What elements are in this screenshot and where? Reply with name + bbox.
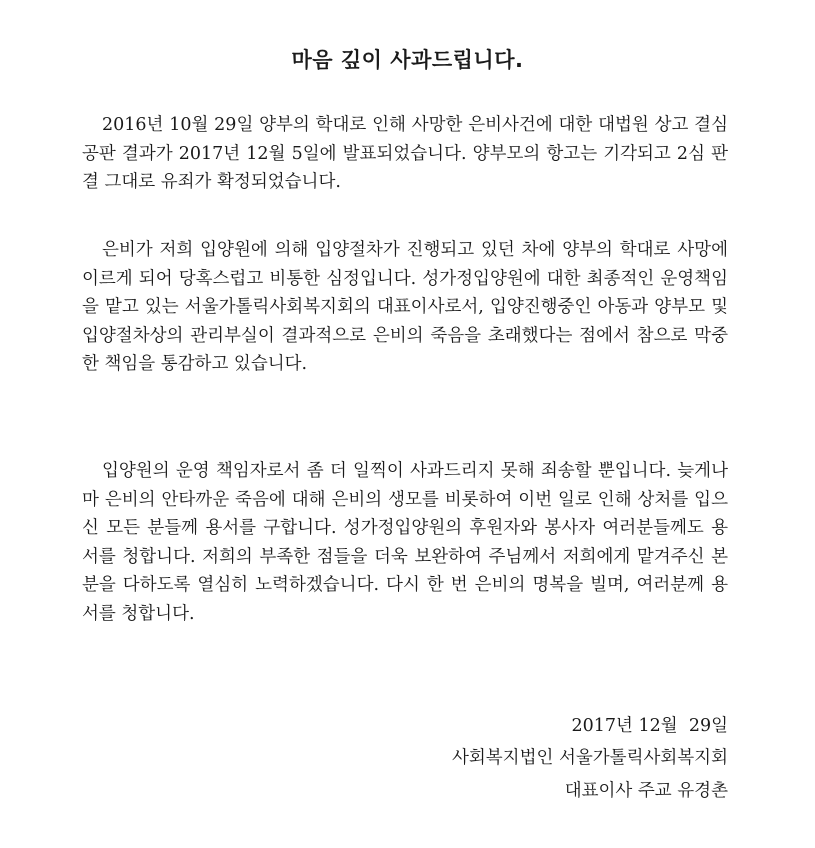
signature-organization: 사회복지법인 서울가톨릭사회복지회 [451,748,728,768]
paragraph-verdict: 2016년 10월 29일 양부의 학대로 인해 사망한 은비사건에 대한 대법원 상고 결심공판 결과가 2017년 12월 5일에 발표되었습니다. 양부모의 항고는 기각되고 2심 판결 그대로 유죄가 확정되었습니다. [82,115,728,193]
paragraph-apology: 입양원의 운영 책임자로서 좀 더 일찍이 사과드리지 못해 죄송할 뿐입니다. 늦게나마 은비의 안타까운 죽음에 대해 은비의 생모를 비롯하여 이번 일로 인해 상처를 입으신 모든 분들께 용서를 구합니다. 성가정입양원의 후원자와 봉사자 여러분들께도 용서를 청합니다. 저희의 부족한 점들을 더욱 보완하여 주님께서 저희에게 맡겨주신 본분을 다하도록 열심히 노력하겠습니다. 다시 한 번 은비의 명복을 빌며, 여러분께 용서를 청합니다. [82,461,728,624]
signature-representative: 대표이사 주교 유경촌 [564,781,728,801]
paragraph-responsibility: 은비가 저희 입양원에 의해 입양절차가 진행되고 있던 차에 양부의 학대로 사망에 이르게 되어 당혹스럽고 비통한 심정입니다. 성가정입양원에 대한 최종적인 운영책임을 맡고 있는 서울가톨릭사회복지회의 대표이사로서, 입양진행중인 아동과 양부모 및 입양절차상의 관리부실이 결과적으로 은비의 죽음을 초래했다는 점에서 참으로 막중한 책임을 통감하고 있습니다. [82,240,728,375]
signature-date: 2017년 12월 29일 [571,716,728,736]
page-title: 마음 깊이 사과드립니다. [291,48,524,72]
